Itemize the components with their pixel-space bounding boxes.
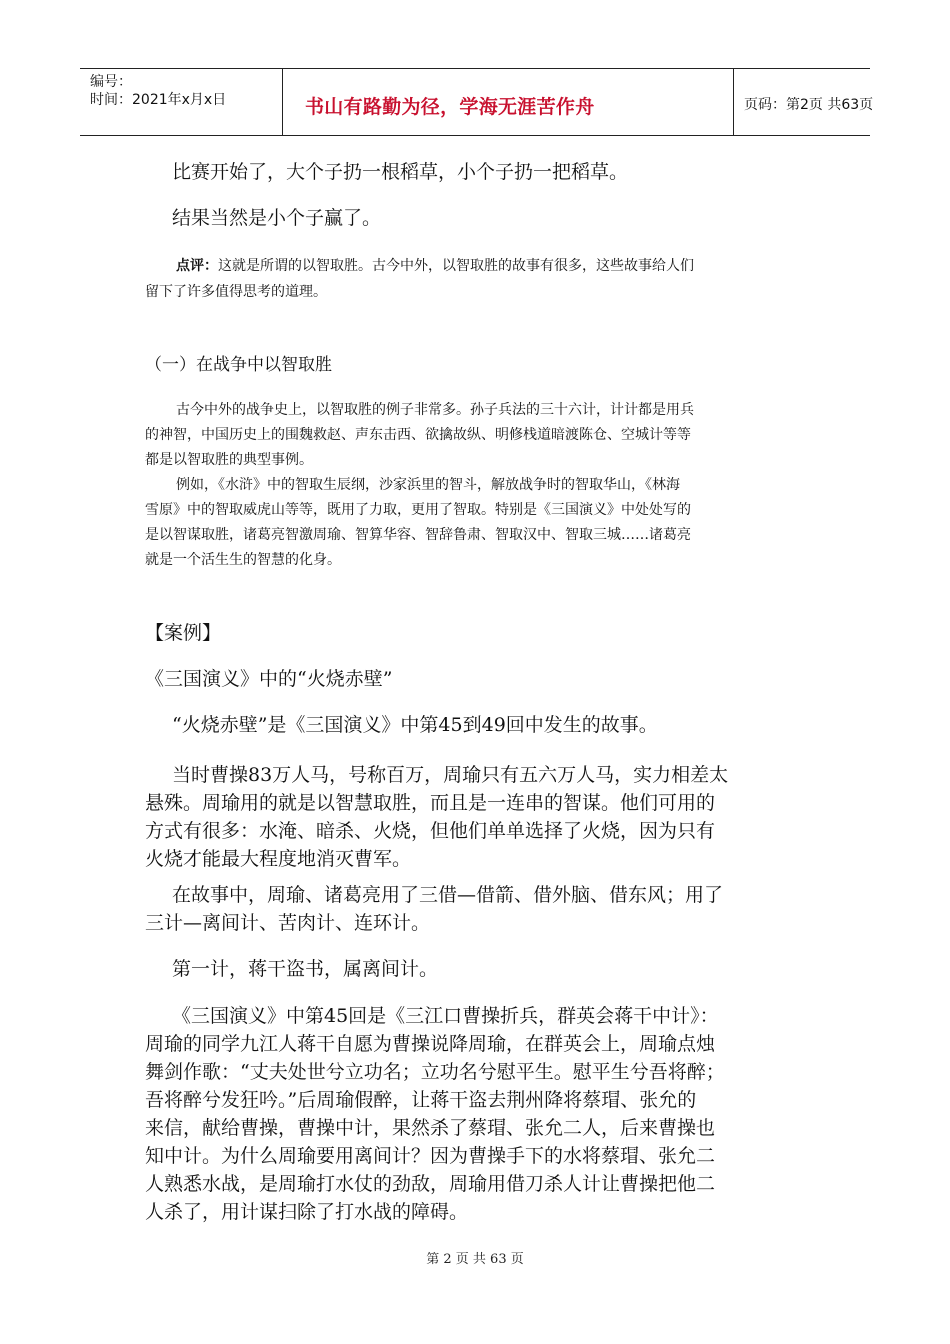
war-line-3: 都是以智取胜的典型事例。 [145,452,313,468]
header-motto-cell [283,69,734,135]
case-p4-line-2: 周瑜的同学九江人蒋干自愿为曹操说降周瑜，在群英会上，周瑜点烛 [145,1033,716,1055]
header-meta-cell [80,69,283,135]
comment-line-1 [176,254,694,279]
header-page-number: 页码：第2页 共63页 [744,97,874,113]
header-motto: 书山有路勤为径，学海无涯苦作舟 [305,96,595,118]
comment-line-2: 留下了许多值得思考的道理。 [145,284,327,300]
section-title: （一）在战争中以智取胜 [145,355,332,375]
case-p4-line-1: 《三国演义》中第45回是《三江口曹操折兵，群英会蒋干中计》： [172,1005,719,1027]
case-p4-line-5: 来信，献给曹操，曹操中计，果然杀了蔡瑁、张允二人，后来曹操也 [145,1117,716,1139]
case-p4-line-3: 舞剑作歌：“丈夫处世兮立功名；立功名兮慰平生。慰平生兮吾将醉； [145,1061,725,1083]
example-line-3: 是以智谋取胜，诸葛亮智激周瑜、智算华容、智辞鲁肃、智取汉中、智取三城……诸葛亮 [145,527,691,543]
case-p4-line-6: 知中计。为什么周瑜要用离间计？因为曹操手下的水将蔡瑁、张允二 [145,1145,716,1167]
case-p1-line-3: 方式有很多：水淹、暗杀、火烧，但他们单单选择了火烧，因为只有 [145,820,716,842]
case-p1-line-1: 当时曹操83万人马，号称百万，周瑜只有五六万人马，实力相差太 [172,764,729,786]
paragraph-contest: 比赛开始了，大个子扔一根稻草，小个子扔一把稻草。 [172,161,629,183]
footer-page-number: 第 2 页 共 63 页 [426,1252,524,1267]
war-line-2: 的神智，中国历史上的围魏救赵、声东击西、欲擒故纵、明修栈道暗渡陈仓、空城计等等 [145,427,691,443]
case-p1-line-4: 火烧才能最大程度地消灭曹军。 [145,848,412,870]
case-p4-line-4: 吾将醉兮发狂吟。”后周瑜假醉，让蒋干盗去荆州降将蔡瑁、张允的 [145,1089,697,1111]
case-title: 《三国演义》中的“火烧赤壁” [145,668,393,690]
comment-text-1: 这就是所谓的以智取胜。古今中外，以智取胜的故事有很多，这些故事给人们 [218,258,694,274]
case-p2-line-2: 三计—离间计、苦肉计、连环计。 [145,912,431,934]
case-p4-line-8: 人杀了，用计谋扫除了打水战的障碍。 [145,1201,469,1223]
header-table [80,68,874,136]
case-p1-line-2: 悬殊。周瑜用的就是以智慧取胜，而且是一连串的智谋。他们可用的 [145,792,716,814]
war-line-1: 古今中外的战争史上，以智取胜的例子非常多。孙子兵法的三十六计，计计都是用兵 [176,402,694,418]
case-p3: 第一计，蒋干盗书，属离间计。 [172,958,439,980]
example-line-1: 例如，《水浒》中的智取生辰纲，沙家浜里的智斗，解放战争时的智取华山，《林海 [176,477,680,493]
case-label: 【案例】 [145,622,222,644]
header-page-cell [734,69,874,135]
comment-label: 点评： [176,258,218,274]
case-intro: “火烧赤壁”是《三国演义》中第45到49回中发生的故事。 [172,714,658,736]
header-date: 时间：2021年x月x日 [90,92,227,108]
example-line-2: 雪原》中的智取威虎山等等，既用了力取，更用了智取。特别是《三国演义》中处处写的 [145,502,691,518]
case-p4-line-7: 人熟悉水战，是周瑜打水仗的劲敌，周瑜用借刀杀人计让曹操把他二 [145,1173,716,1195]
header-number: 编号： [90,74,132,90]
case-p2-line-1: 在故事中，周瑜、诸葛亮用了三借—借箭、借外脑、借东风；用了 [172,884,724,906]
example-line-4: 就是一个活生生的智慧的化身。 [145,552,341,568]
paragraph-result: 结果当然是小个子赢了。 [172,207,382,229]
